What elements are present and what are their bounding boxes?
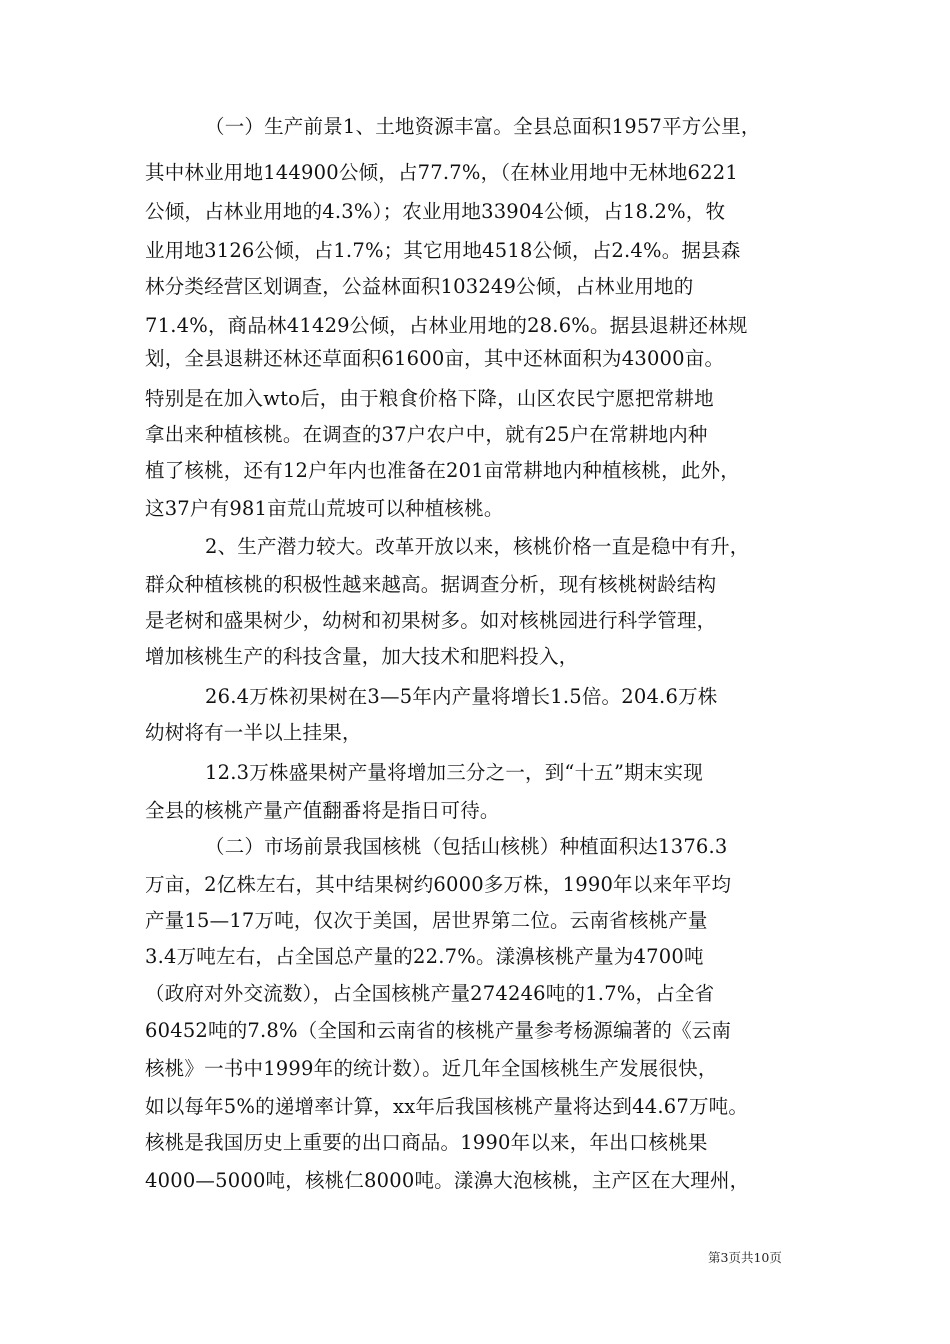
- text-line-5: 林分类经营区划调查，公益林面积103249公倾，占林业用地的: [145, 275, 694, 298]
- text-line-8: 特别是在加入wto后，由于粮食价格下降，山区农民宁愿把常耕地: [145, 387, 714, 410]
- text-line-26: 核桃》一书中1999年的统计数）。近几年全国核桃生产发展很快，: [145, 1057, 718, 1080]
- text-line-22: 产量15—17万吨，仅次于美国，居世界第二位。云南省核桃产量: [145, 909, 708, 932]
- text-line-7: 划，全县退耕还林还草面积61600亩，其中还林面积为43000亩。: [145, 347, 725, 370]
- text-line-23: 3.4万吨左右，占全国总产量的22.7%。漾濞核桃产量为4700吨: [145, 945, 704, 968]
- text-line-4: 业用地3126公倾，占1.7%；其它用地4518公倾，占2.4%。据县森: [145, 239, 741, 262]
- text-line-10: 植了核桃，还有12户年内也准备在201亩常耕地内种植核桃，此外，: [145, 459, 740, 482]
- text-line-15: 增加核桃生产的科技含量，加大技术和肥料投入，: [145, 645, 579, 668]
- page-number: 第3页共10页: [708, 1250, 782, 1265]
- text-line-20: （二）市场前景我国核桃（包括山核桃）种植面积达1376.3: [205, 835, 728, 858]
- text-line-12: 2、生产潜力较大。改革开放以来，核桃价格一直是稳中有升，: [205, 535, 750, 558]
- text-line-27: 如以每年5%的递增率计算，xx年后我国核桃产量将达到44.67万吨。: [145, 1095, 749, 1118]
- text-line-11: 这37户有981亩荒山荒坡可以种植核桃。: [145, 497, 504, 520]
- text-line-14: 是老树和盛果树少，幼树和初果树多。如对核桃园进行科学管理，: [145, 609, 717, 632]
- text-line-16: 26.4万株初果树在3—5年内产量将增长1.5倍。204.6万株: [205, 685, 718, 708]
- text-line-1: （一）生产前景1、土地资源丰富。全县总面积1957平方公里，: [205, 115, 761, 138]
- text-line-24: （政府对外交流数），占全国核桃产量274246吨的1.7%，占全省: [145, 982, 715, 1005]
- text-line-2: 其中林业用地144900公倾，占77.7%，（在林业用地中无林地6221: [145, 161, 738, 184]
- text-line-29: 4000—5000吨，核桃仁8000吨。漾濞大泡核桃，主产区在大理州，: [145, 1169, 750, 1192]
- text-line-13: 群众种植核桃的积极性越来越高。据调查分析，现有核桃树龄结构: [145, 573, 717, 596]
- text-line-19: 全县的核桃产量产值翻番将是指日可待。: [145, 799, 500, 822]
- text-line-28: 核桃是我国历史上重要的出口商品。1990年以来，年出口核桃果: [145, 1131, 708, 1154]
- text-line-3: 公倾，占林业用地的4.3%）；农业用地33904公倾，占18.2%，牧: [145, 200, 726, 223]
- text-line-18: 12.3万株盛果树产量将增加三分之一，到“十五”期末实现: [205, 761, 703, 784]
- text-line-25: 60452吨的7.8%（全国和云南省的核桃产量参考杨源编著的《云南: [145, 1019, 732, 1042]
- text-line-6: 71.4%，商品林41429公倾，占林业用地的28.6%。据县退耕还林规: [145, 314, 748, 337]
- text-line-21: 万亩，2亿株左右，其中结果树约6000多万株，1990年以来年平均: [145, 873, 732, 896]
- text-line-17: 幼树将有一半以上挂果，: [145, 721, 362, 744]
- text-line-9: 拿出来种植核桃。在调查的37户农户中，就有25户在常耕地内种: [145, 423, 708, 446]
